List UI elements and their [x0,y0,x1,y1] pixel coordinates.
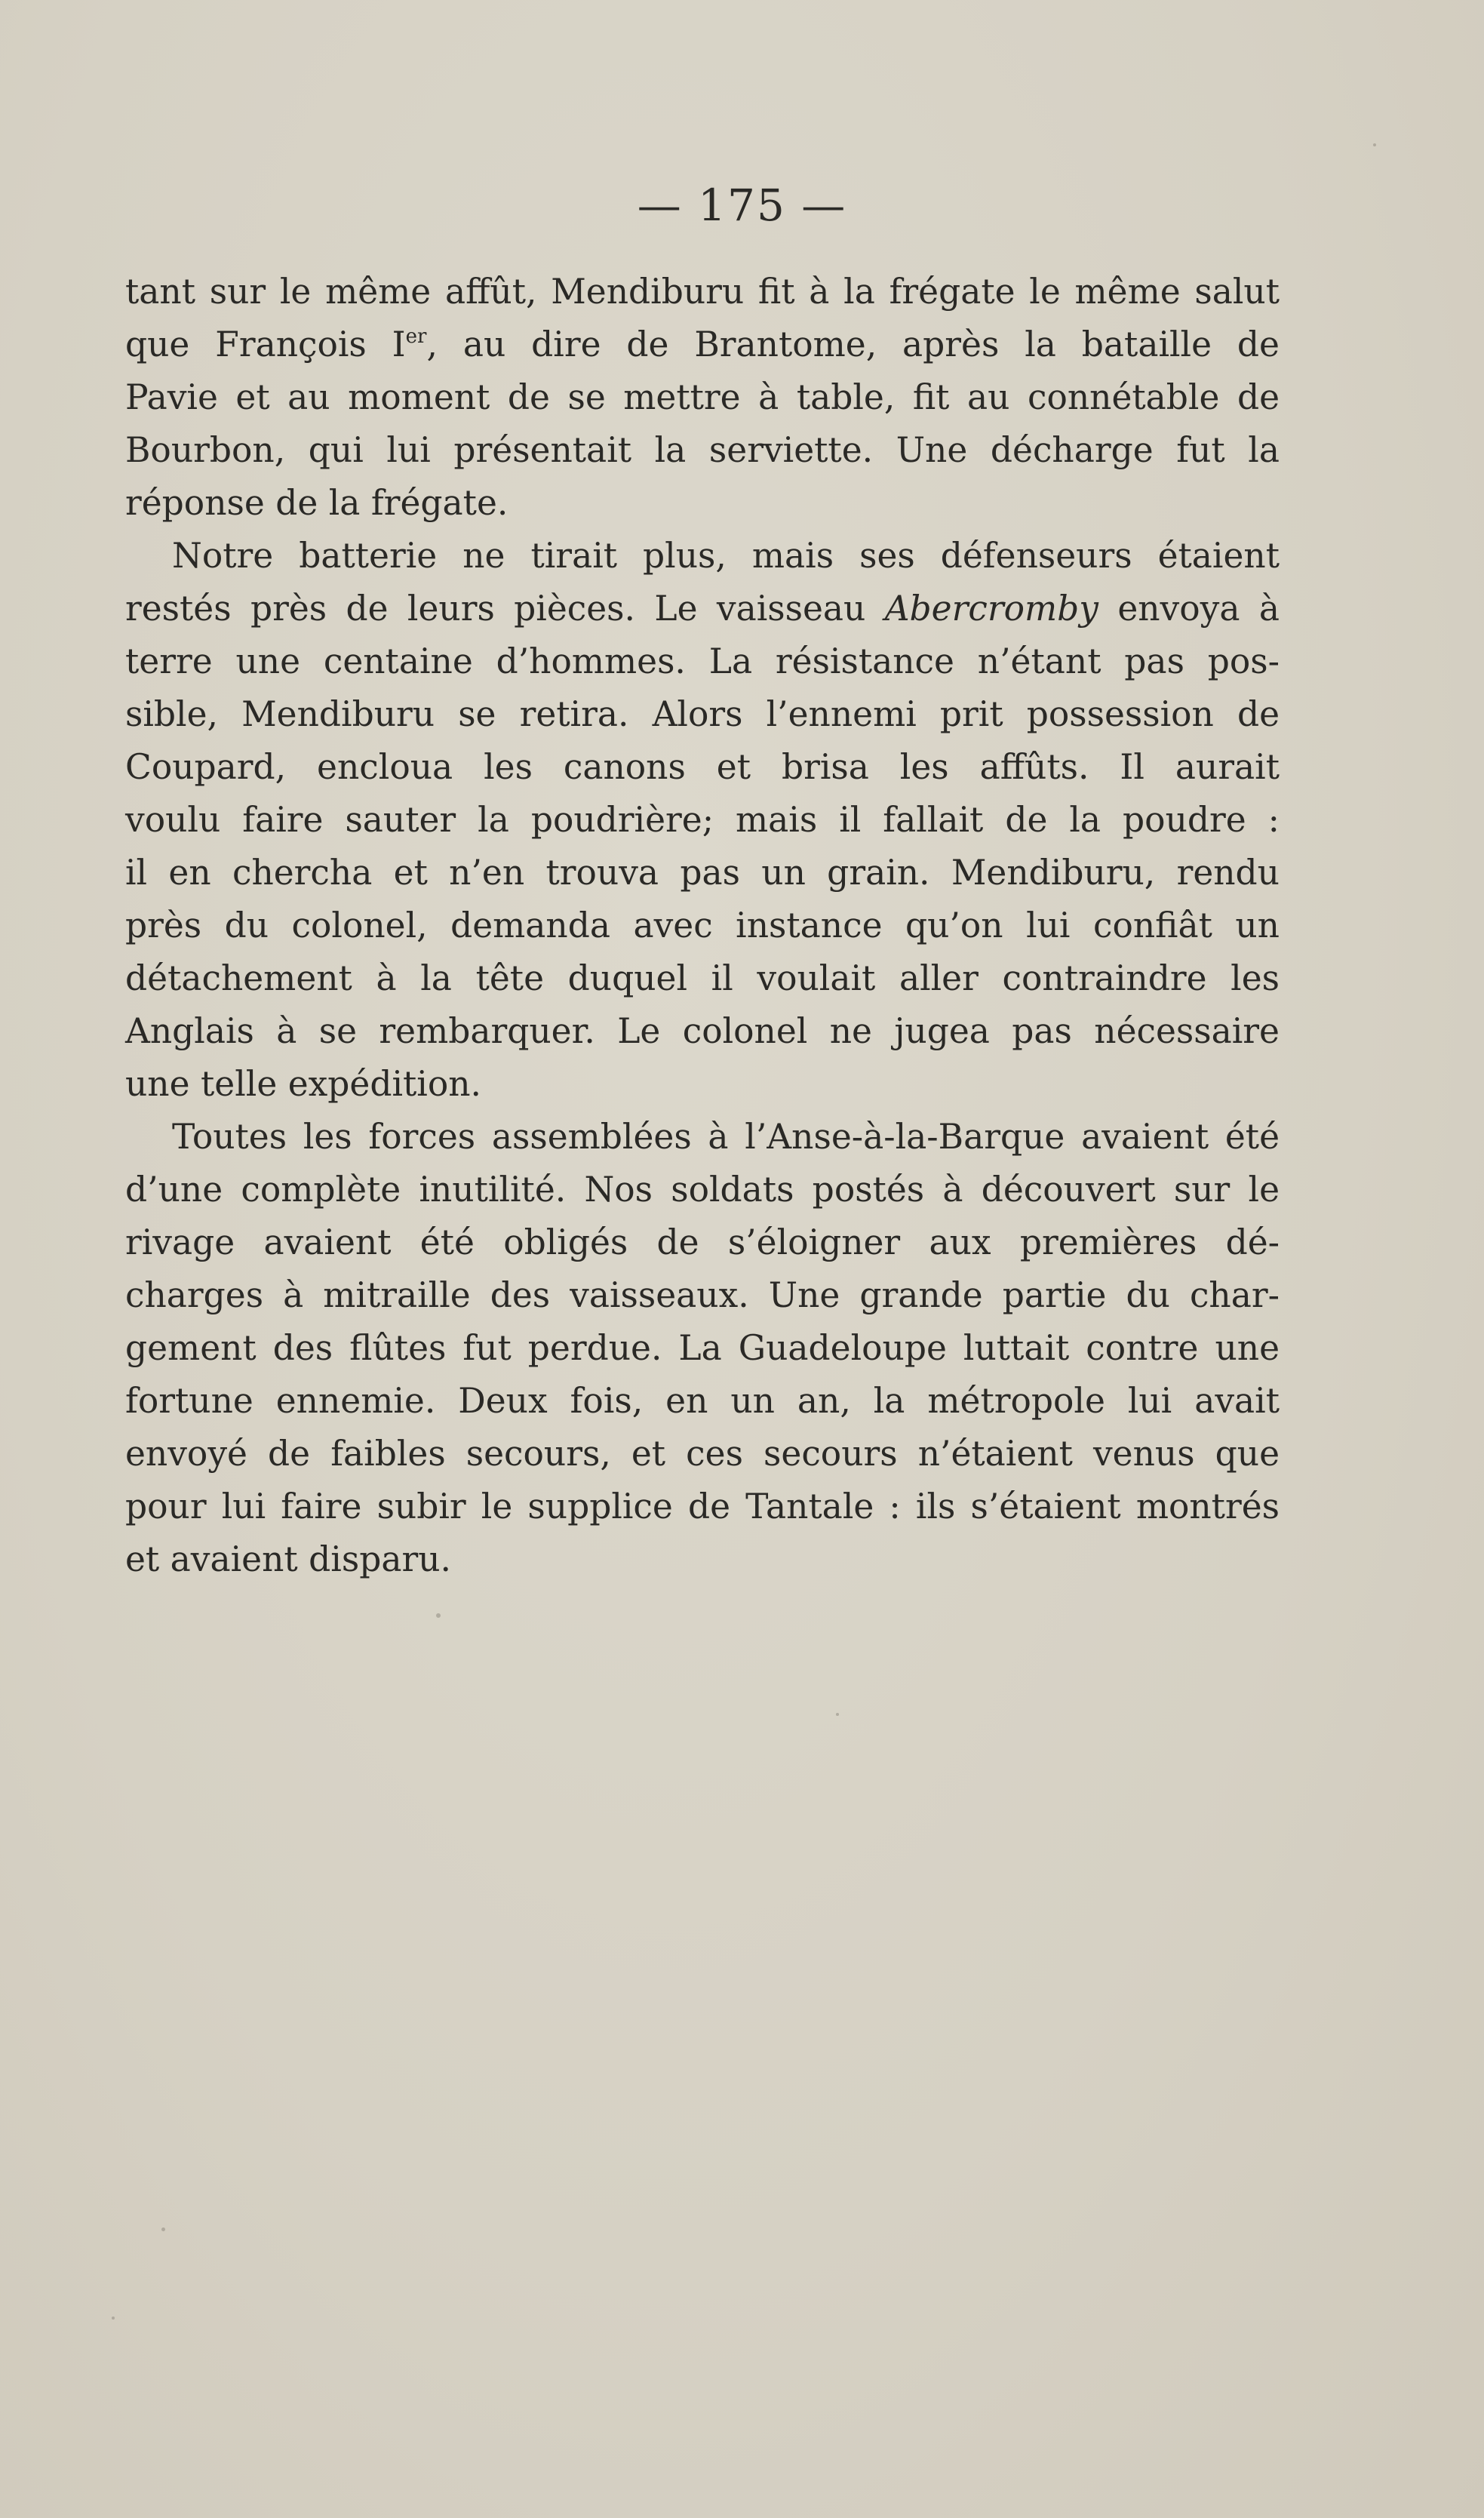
text-line: rivage avaient été obligés de s’éloigner aux premières dé- [125,1222,1280,1262]
text-line: pour lui faire subir le supplice de Tantale : ils s’étaient montrés [125,1487,1280,1526]
text-line: Notre batterie ne tirait plus, mais ses défenseurs étaient [172,536,1280,576]
paragraph-1 [125,266,1280,530]
paper-speck [436,1613,441,1618]
text-line: envoyé de faibles secours, et ces secours n’étaient venus que [125,1434,1280,1474]
text-line: réponse de la frégate. [125,483,508,523]
text-run: restés près de leurs pièces. Le vaisseau [125,589,885,629]
text-line: terre une centaine d’hommes. La résistance n’étant pas pos- [125,641,1280,681]
superscript: er [405,325,427,348]
text-run: , au dire de Brantome, après la bataille de [426,324,1280,364]
text-run: que François I [125,324,406,364]
text-line: et avaient disparu. [125,1539,451,1579]
text-line [125,318,1280,371]
text-line: il en chercha et n’en trouva pas un grain. Mendiburu, rendu [125,853,1280,893]
paper-speck [161,2227,165,2231]
ship-name: Abercromby [884,589,1098,629]
text-line [125,583,1280,635]
text-run: envoya à [1098,589,1280,629]
text-line: Bourbon, qui lui présentait la serviette. Une décharge fut la [125,430,1280,470]
text-line: une telle expédition. [125,1064,482,1104]
text-line: tant sur le même affût, Mendiburu fit à la frégate le même salut [125,272,1280,312]
text-line: Coupard, encloua les canons et brisa les affûts. Il aurait [125,747,1280,787]
text-line: sible, Mendiburu se retira. Alors l’ennemi prit possession de [125,694,1280,734]
text-line: fortune ennemie. Deux fois, en un an, la métropole lui avait [125,1381,1280,1421]
text-line: Anglais à se rembarquer. Le colonel ne jugea pas nécessaire [125,1011,1280,1051]
text-line: voulu faire sauter la poudrière; mais il fallait de la poudre : [125,800,1280,840]
text-line: Toutes les forces assemblées à l’Anse-à-la-Barque avaient été [172,1117,1280,1157]
text-line: près du colonel, demanda avec instance qu’on lui confiât un [125,905,1280,945]
text-line: charges à mitraille des vaisseaux. Une grande partie du char- [125,1275,1280,1315]
paper-speck [1373,143,1376,146]
page-number: — 175 — [637,180,847,231]
body-text [125,266,1280,1586]
paper-speck [836,1713,839,1716]
text-line: Pavie et au moment de se mettre à table, fit au connétable de [125,377,1280,417]
paragraph-2 [125,530,1280,1111]
paragraph-3 [125,1111,1280,1586]
text-line: détachement à la tête duquel il voulait aller contraindre les [125,958,1280,998]
paper-speck [112,2317,115,2320]
text-line: d’une complète inutilité. Nos soldats postés à découvert sur le [125,1170,1280,1210]
text-line: gement des flûtes fut perdue. La Guadeloupe luttait contre une [125,1328,1280,1368]
